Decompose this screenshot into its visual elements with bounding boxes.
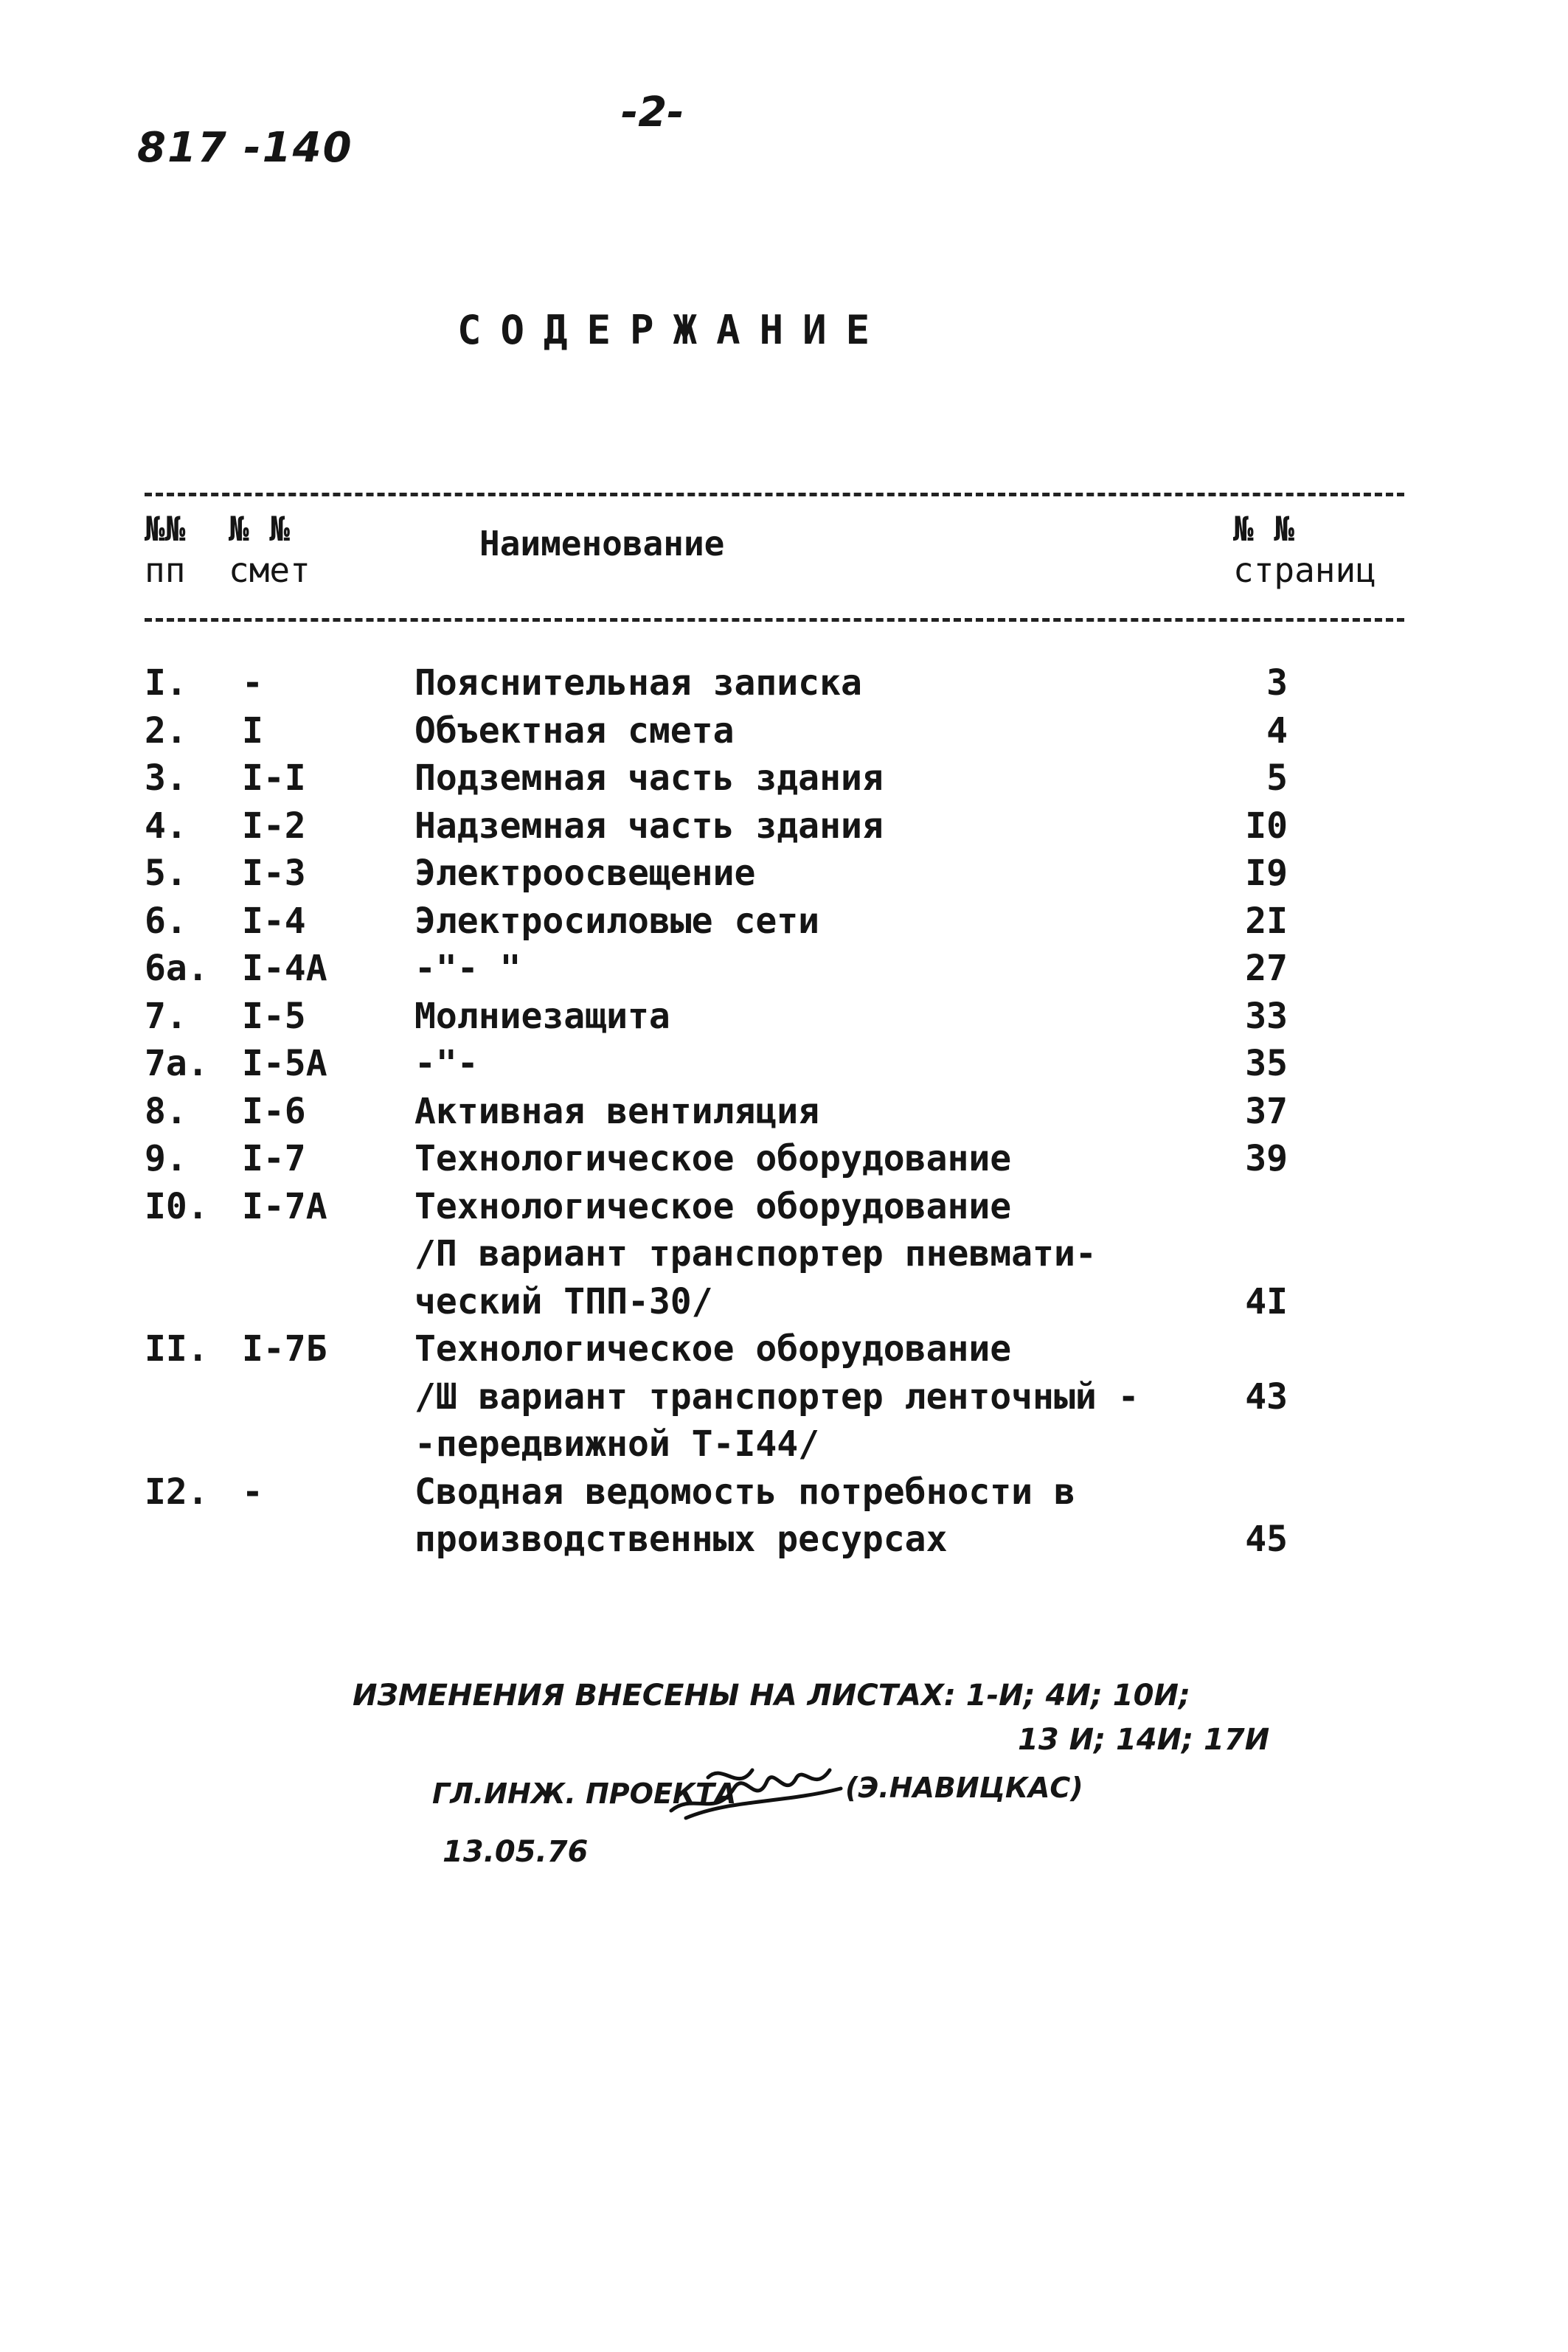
table-row [0,659,1568,707]
row-name-line: Сводная ведомость потребности в [414,1471,1075,1513]
row-page-number: 43 [1245,1376,1288,1418]
table-row [0,1183,1568,1326]
row-estimate-number: I [242,710,263,752]
row-number: 4. [145,805,187,847]
row-number: I0. [145,1185,209,1227]
row-name-line: Технологическое оборудование [414,1185,1012,1227]
signature-title: ГЛ.ИНЖ. ПРОЕКТА [432,1777,737,1810]
row-name-line: Объектная смета [414,710,735,752]
row-name-line: Технологическое оборудование [414,1138,1012,1179]
row-page-number: I9 [1245,853,1288,894]
table-top-rule [145,493,1404,496]
table-row [0,945,1568,993]
row-number: 7. [145,995,187,1037]
row-number: 8. [145,1090,187,1132]
row-estimate-number: I-5 [242,995,306,1037]
row-page-number: 35 [1245,1043,1288,1084]
row-page-number: 4I [1245,1280,1288,1322]
signature-mark [664,1748,856,1829]
table-row [0,1468,1568,1564]
row-name-line: Пояснительная записка [414,662,862,704]
row-number: I. [145,662,187,704]
row-estimate-number: I-7 [242,1138,306,1179]
row-name-line: -"- [414,1043,479,1084]
row-page-number: 27 [1245,948,1288,989]
row-estimate-number: I-5А [242,1043,327,1084]
signature-date: 13.05.76 [443,1835,589,1869]
amendment-line-1: ИЗМЕНЕНИЯ ВНЕСЕНЫ НА ЛИСТАХ: 1-И; 4И; 10И; [353,1679,1190,1713]
row-name-line: производственных ресурсах [414,1519,948,1560]
row-name-line: /П вариант транспортер пневмати- [414,1233,1097,1274]
table-header-rule [145,618,1404,622]
row-name-line: Активная вентиляция [414,1090,820,1132]
col-page-header-line2: страниц [1233,550,1376,590]
table-row [0,898,1568,946]
table-row [0,993,1568,1041]
row-number: I2. [145,1471,209,1513]
row-estimate-number: I-4 [242,900,306,942]
col-no-header-line2: пп [145,550,186,590]
row-page-number: 5 [1266,757,1288,799]
row-estimate-number: I-I [242,757,306,799]
col-estimate-header-line2: смет [229,550,311,590]
row-estimate-number: - [242,1471,263,1513]
row-name-line: Молниезащита [414,995,670,1037]
table-row [0,802,1568,850]
table-row [0,754,1568,802]
row-name-line: Подземная часть здания [414,757,884,799]
table-row [0,1088,1568,1136]
row-page-number: 33 [1245,995,1288,1037]
row-estimate-number: I-6 [242,1090,306,1132]
row-page-number: 2I [1245,900,1288,942]
row-page-number: 37 [1245,1090,1288,1132]
row-estimate-number: I-4А [242,948,327,989]
row-number: 5. [145,853,187,894]
col-page-header-line1: № № [1233,509,1295,549]
row-page-number: 45 [1245,1519,1288,1560]
row-name-line: Электросиловые сети [414,900,820,942]
row-number: 3. [145,757,187,799]
row-number: 6. [145,900,187,942]
row-estimate-number: I-7А [242,1185,327,1227]
row-number: 2. [145,710,187,752]
table-row [0,1325,1568,1468]
col-name-header: Наименование [479,524,725,563]
row-name-line: Надземная часть здания [414,805,884,847]
row-name-line: /Ш вариант транспортер ленточный - [414,1376,1139,1418]
row-estimate-number: I-3 [242,853,306,894]
row-name-line: -передвижной Т-I44/ [414,1423,820,1465]
amendment-line-2: 13 И; 14И; 17И [1018,1723,1270,1757]
signature-name: (Э.НАВИЦКАС) [845,1772,1083,1804]
row-page-number: 4 [1266,710,1288,752]
row-page-number: I0 [1245,805,1288,847]
table-row [0,850,1568,898]
row-number: 7а. [145,1043,209,1084]
row-name-line: Технологическое оборудование [414,1328,1012,1370]
row-number: II. [145,1328,209,1370]
contents-title: СОДЕРЖАНИЕ [457,307,889,353]
row-number: 6а. [145,948,209,989]
row-estimate-number: - [242,662,263,704]
page-number: -2- [621,89,684,136]
document-number: 817 -140 [137,124,353,172]
row-estimate-number: I-7Б [242,1328,327,1370]
table-row [0,1040,1568,1088]
col-no-header-line1: №№ [145,509,186,549]
row-number: 9. [145,1138,187,1179]
table-row [0,1135,1568,1183]
row-name-line: ческий ТПП-30/ [414,1280,713,1322]
row-name-line: -"- " [414,948,521,989]
row-page-number: 3 [1266,662,1288,704]
table-row [0,707,1568,755]
row-estimate-number: I-2 [242,805,306,847]
col-estimate-header-line1: № № [229,509,291,549]
row-name-line: Электроосвещение [414,853,756,894]
row-page-number: 39 [1245,1138,1288,1179]
